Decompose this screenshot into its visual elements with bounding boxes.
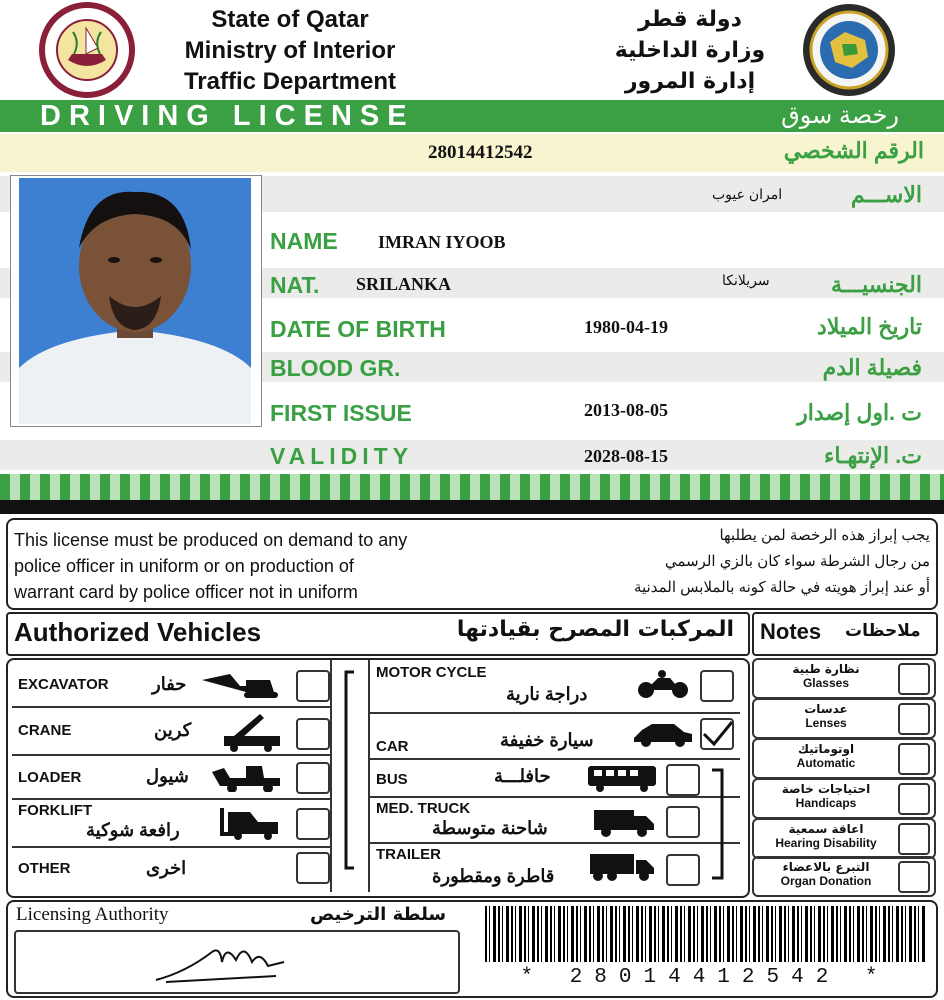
note-label: [758, 822, 894, 850]
validity-label-ar: ت. الإنتهـاء: [824, 443, 922, 468]
row-divider: [12, 754, 330, 756]
organ-donation-checkbox[interactable]: [898, 861, 930, 893]
vehicle-crane-label: CRANE: [18, 722, 72, 739]
note-label: [758, 742, 894, 770]
personal-id-label-ar: الرقم الشخصي: [783, 138, 924, 163]
col-divider: [368, 660, 370, 892]
signature-box: [14, 930, 460, 994]
automatic-checkbox[interactable]: [898, 743, 930, 775]
vehicle-excavator-label-ar: حفار: [152, 674, 187, 694]
notice-line: This license must be produced on demand to any: [14, 530, 408, 550]
vehicle-other-label: OTHER: [18, 860, 71, 877]
note-label-ar: اوتوماتيك: [797, 742, 855, 756]
gcc-emblem-icon: [790, 2, 908, 98]
lenses-checkbox[interactable]: [898, 703, 930, 735]
excavator-icon: [200, 670, 280, 700]
car-icon: [632, 722, 694, 748]
header-state: State of Qatar: [211, 6, 369, 33]
authority-label: Licensing Authority: [16, 904, 169, 925]
note-label: [758, 860, 894, 888]
signature: [16, 932, 456, 990]
notes-title-ar: ملاحظات: [845, 621, 921, 641]
note-handicaps: [752, 778, 936, 819]
vehicle-medtruck-label-ar: شاحنة متوسطة: [432, 818, 548, 838]
forklift-icon: [218, 806, 284, 840]
note-label-en: Glasses: [802, 676, 850, 690]
motorcycle-icon: [636, 668, 690, 700]
note-lenses: [752, 698, 936, 739]
trailer-checkbox[interactable]: [666, 854, 700, 886]
authorized-title: Authorized Vehicles: [14, 617, 262, 647]
vehicle-bus-label: BUS: [376, 771, 408, 788]
personal-id-value: 28014412542: [428, 142, 533, 163]
note-label-ar: التبرع بالاعضاء: [782, 860, 870, 874]
header-ministry: Ministry of Interior: [184, 37, 396, 64]
car-checkbox[interactable]: [700, 718, 734, 750]
trailer-icon: [588, 852, 658, 884]
vehicle-motorcycle-label-ar: دراجة نارية: [506, 684, 588, 704]
col-divider: [330, 660, 332, 892]
row-divider: [370, 712, 740, 714]
notice-arabic: [550, 523, 930, 601]
row-divider: [370, 796, 740, 798]
crane-icon: [220, 712, 284, 752]
note-label-en: Lenses: [805, 716, 847, 730]
note-label-en: Organ Donation: [780, 874, 872, 888]
bracket-icon: [340, 670, 360, 870]
license-title-ar: رخصة سوق: [781, 102, 899, 129]
notice-english: [14, 527, 554, 605]
note-hearing: [752, 818, 936, 859]
motorcycle-checkbox[interactable]: [700, 670, 734, 702]
bus-icon: [586, 764, 658, 792]
authorized-title-ar: المركبات المصرح بقيادتها: [456, 617, 734, 642]
note-glasses: [752, 658, 936, 699]
excavator-checkbox[interactable]: [296, 670, 330, 702]
bus-checkbox[interactable]: [666, 764, 700, 796]
vehicle-medtruck-label: MED. TRUCK: [376, 800, 471, 817]
handicaps-checkbox[interactable]: [898, 783, 930, 815]
nationality-value-ar: سريلانكا: [722, 272, 770, 288]
row-divider: [12, 798, 330, 800]
vehicle-trailer-label-ar: قاطرة ومقطورة: [432, 866, 555, 886]
dob-label-ar: تاريخ الميلاد: [817, 314, 922, 339]
barcode: [485, 906, 925, 962]
header-state-ar: دولة قطر: [638, 7, 742, 32]
note-automatic: [752, 738, 936, 779]
vehicle-excavator-label: EXCAVATOR: [18, 676, 109, 693]
nationality-label: NAT.: [270, 272, 320, 298]
check-mark-icon: [702, 720, 732, 748]
blood-label: BLOOD GR.: [270, 355, 401, 381]
blood-label-ar: فصيلة الدم: [822, 355, 922, 380]
loader-checkbox[interactable]: [296, 762, 330, 794]
notice-line: warrant card by police officer not in uniform: [14, 582, 358, 602]
name-label-ar: الاســـم: [850, 182, 922, 207]
vehicle-other-label-ar: اخرى: [146, 858, 187, 878]
first-issue-label-ar: ت .اول إصدار: [797, 400, 922, 425]
qatar-emblem-icon: [28, 2, 146, 98]
row-divider: [370, 758, 740, 760]
loader-icon: [210, 760, 284, 792]
vehicle-loader-label: LOADER: [18, 769, 82, 786]
portrait-icon: [19, 178, 251, 424]
notice-line-ar: أو عند إبراز هويته في حالة كونه بالملابس المدنية: [633, 579, 930, 596]
nationality-value: SRILANKA: [356, 274, 452, 294]
note-label-ar: احتياجات خاصة: [781, 782, 871, 796]
card-divider: [0, 500, 944, 514]
dob-value: 1980-04-19: [584, 317, 668, 337]
vehicle-car-label-ar: سيارة خفيفة: [500, 730, 594, 750]
name-value-ar: امران عيوب: [712, 186, 783, 202]
vehicle-crane-label-ar: كرين: [154, 720, 192, 740]
first-issue-value: 2013-08-05: [584, 400, 668, 420]
note-label-ar: عدسات: [804, 702, 848, 716]
forklift-checkbox[interactable]: [296, 808, 330, 840]
medtruck-checkbox[interactable]: [666, 806, 700, 838]
note-label-en: Hearing Disability: [775, 836, 877, 850]
note-label: [758, 782, 894, 810]
validity-value: 2028-08-15: [584, 446, 668, 466]
holder-photo: [10, 175, 262, 427]
name-label: NAME: [270, 228, 338, 254]
note-label-en: Automatic: [796, 756, 856, 770]
notice-line-ar: يجب إبراز هذه الرخصة لمن يطلبها: [719, 527, 930, 544]
row-divider: [12, 706, 330, 708]
crane-checkbox[interactable]: [296, 718, 330, 750]
vehicle-car-label: CAR: [376, 738, 409, 755]
row-divider: [12, 846, 330, 848]
notice-line: police officer in uniform or on production of: [14, 556, 354, 576]
note-label-en: Handicaps: [795, 796, 857, 810]
note-label: [758, 702, 894, 730]
first-issue-label: FIRST ISSUE: [270, 400, 412, 426]
notice-line-ar: من رجال الشرطة سواء كان بالزي الرسمي: [664, 553, 930, 570]
validity-label: VALIDITY: [270, 443, 414, 469]
glasses-checkbox[interactable]: [898, 663, 930, 695]
decorative-border: [0, 474, 944, 500]
note-label-ar: نظارة طبية: [792, 662, 860, 676]
header-department-ar: إدارة المرور: [624, 69, 756, 94]
vehicle-forklift-label: FORKLIFT: [18, 802, 93, 819]
other-checkbox[interactable]: [296, 852, 330, 884]
barcode-number: * 28014412542 *: [520, 966, 890, 989]
bracket-icon: [708, 768, 732, 880]
header-english: [150, 4, 430, 97]
vehicle-motorcycle-label: MOTOR CYCLE: [376, 664, 487, 681]
row-divider: [370, 842, 740, 844]
header-department: Traffic Department: [183, 68, 397, 95]
vehicle-forklift-label-ar: رافعة شوكية: [86, 820, 180, 840]
header-ministry-ar: وزارة الداخلية: [614, 38, 766, 63]
hearing-checkbox[interactable]: [898, 823, 930, 855]
note-label: [758, 662, 894, 690]
vehicle-loader-label-ar: شيول: [146, 766, 189, 786]
dob-label: DATE OF BIRTH: [270, 316, 446, 342]
vehicle-bus-label-ar: حافلـــة: [494, 766, 551, 786]
note-label-ar: اعاقة سمعية: [788, 822, 864, 836]
nationality-label-ar: الجنسيـــة: [830, 272, 922, 297]
authority-label-ar: سلطة الترخيص: [310, 904, 447, 925]
note-organ-donation: [752, 856, 936, 897]
header-arabic: [590, 4, 790, 97]
truck-icon: [592, 808, 656, 838]
license-title: DRIVING LICENSE: [40, 100, 415, 132]
vehicle-trailer-label: TRAILER: [376, 846, 441, 863]
name-value: IMRAN IYOOB: [378, 232, 506, 252]
notes-title: Notes: [760, 619, 822, 644]
